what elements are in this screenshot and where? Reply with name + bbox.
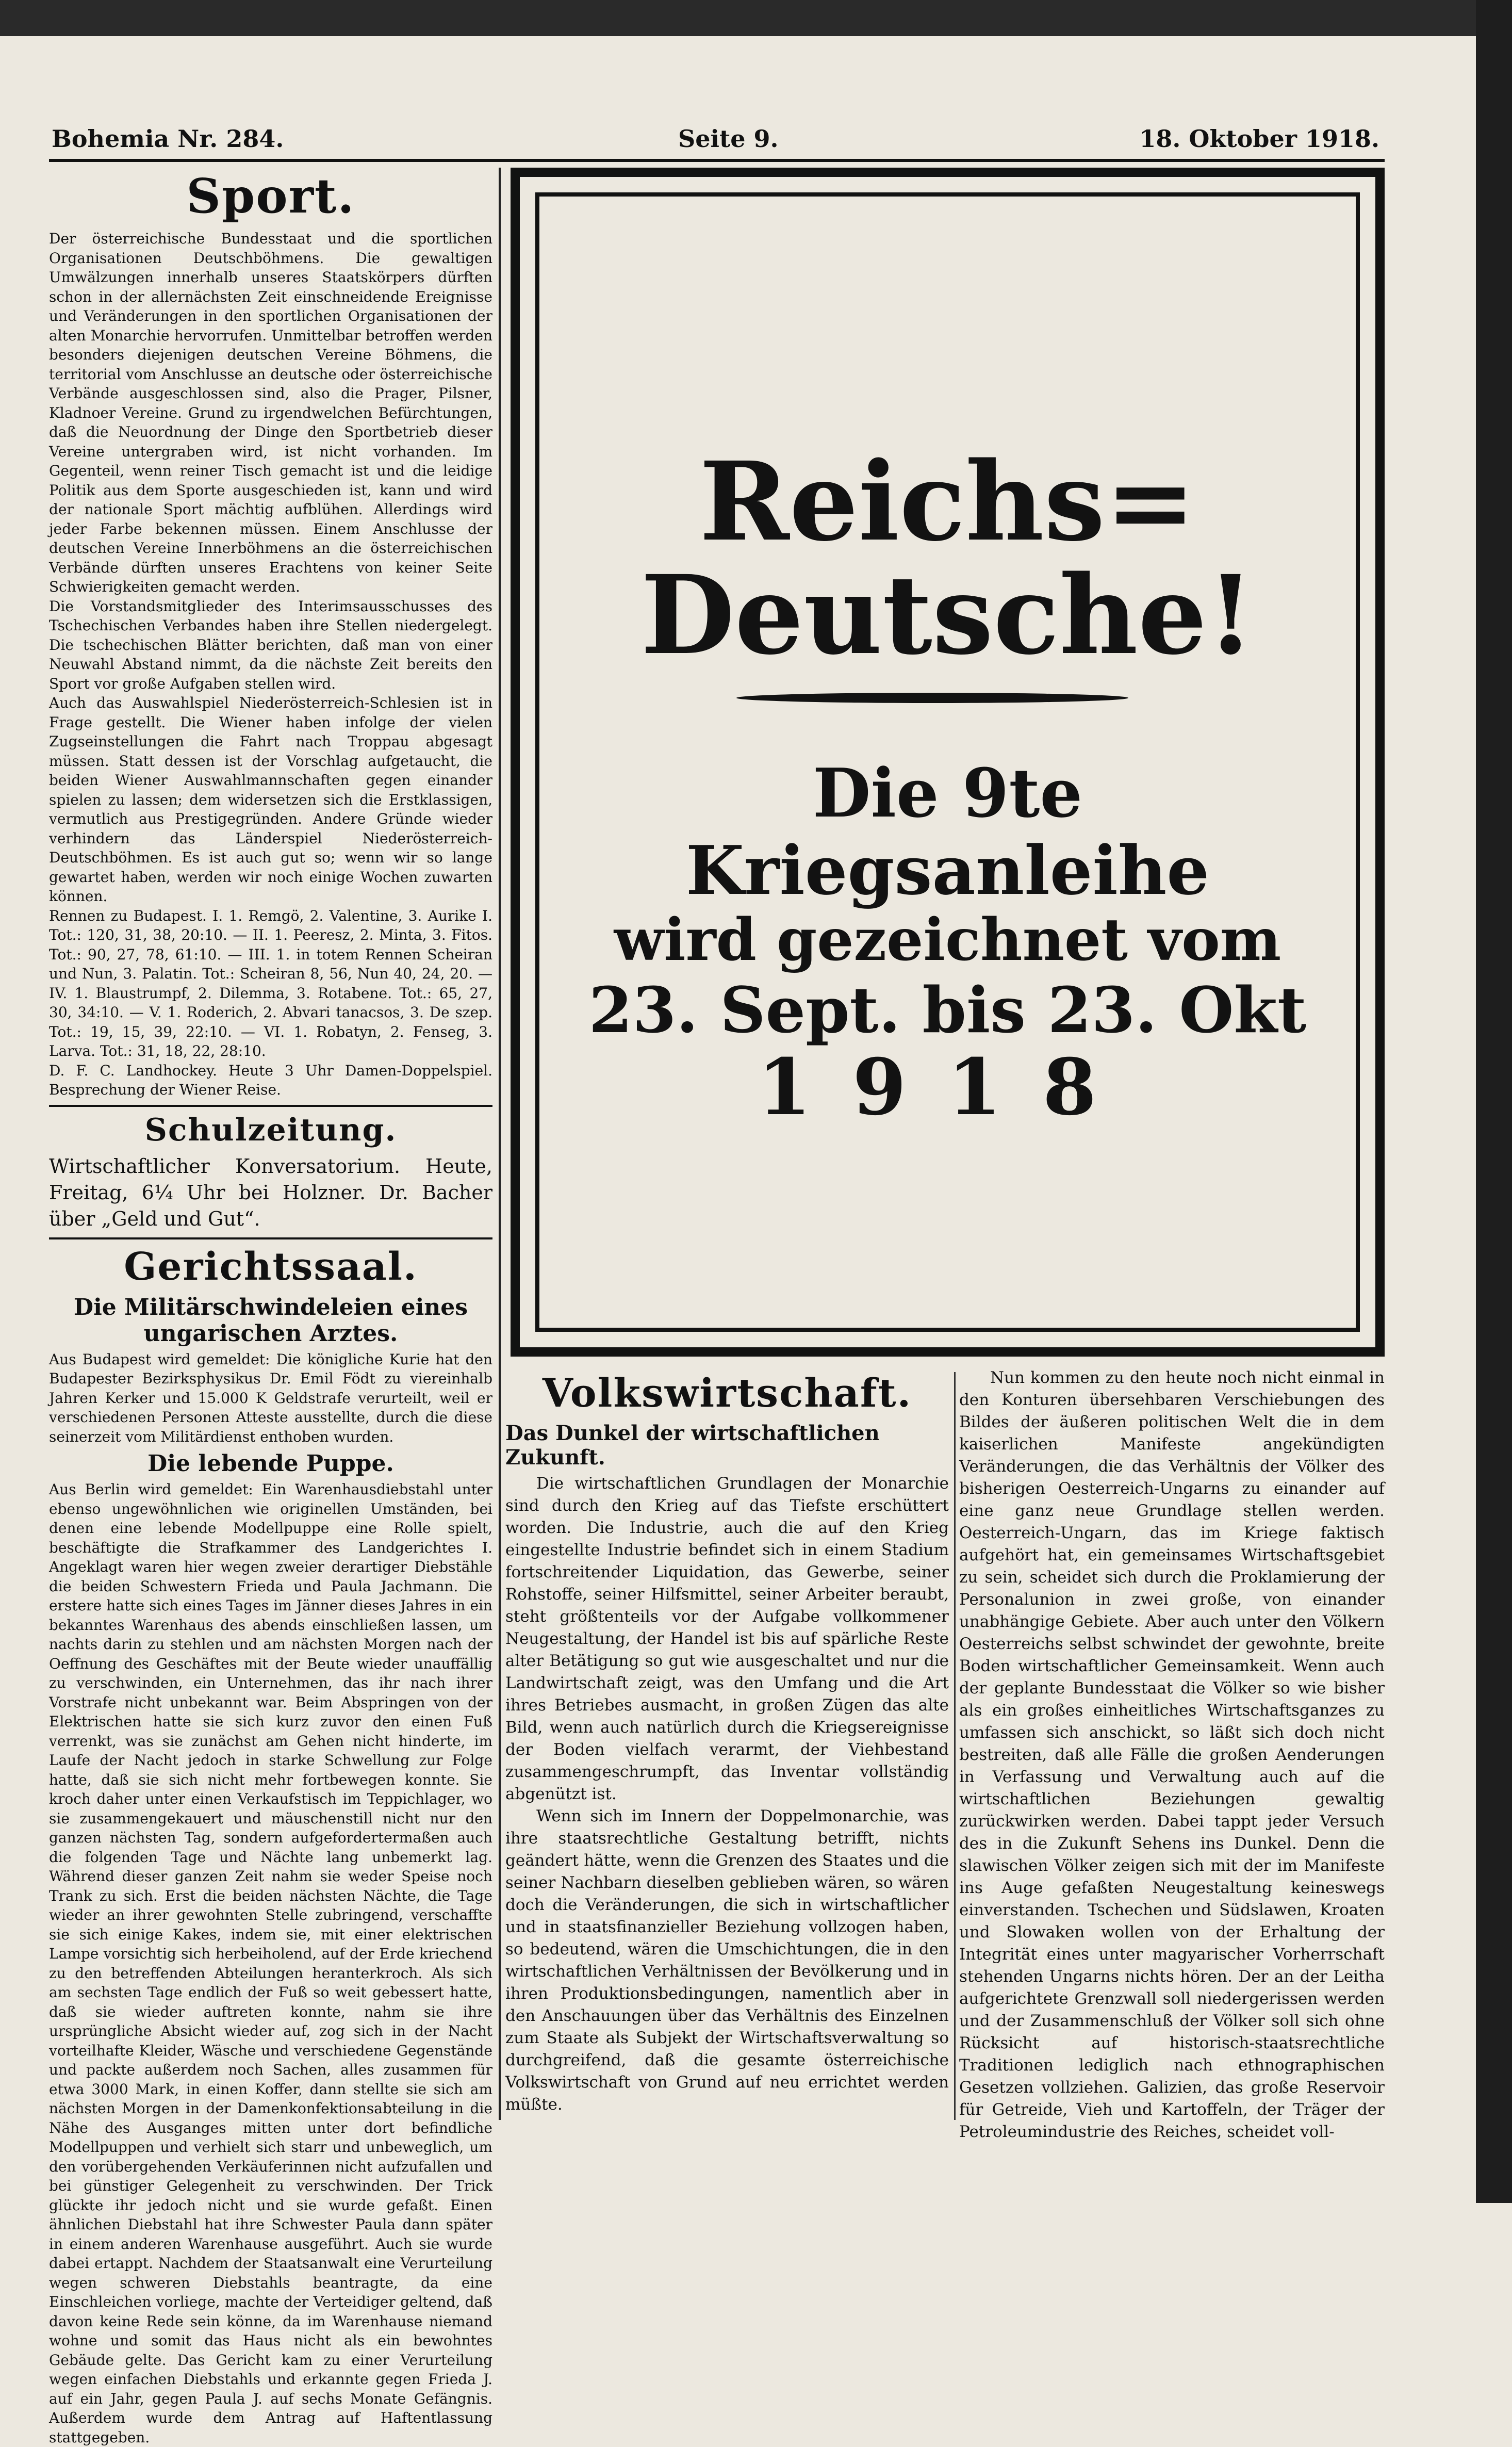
sport-paragraph: Rennen zu Budapest. I. 1. Remgö, 2. Valentine, 3. Aurike I. Tot.: 120, 31, 38, 20:10. — II. 1. Peeresz, 2. Minta, 3. Fitos. Tot.: 90, 27, 78, 61:10. — III. 1. in totem Rennen Scheiran und Nun, 3. Palatin. Tot.: Scheiran 8, 56, Nun 40, 24, 20. — IV. 1. Blaustrumpf, 2. Dilemma, 3. Rotabene. Tot.: 65, 27, 30, 34:10. — V. 1. Roderich, 2. Abvari tanacsos, 3. De szep. Tot.: 19, 15, 39, 22:10. — VI. 1. Robatyn, 2. Fenseg, 3. Larva. Tot.: 31, 18, 22, 28:10. <box>49 907 492 1059</box>
header-left: Bohemia Nr. 284. <box>52 125 284 153</box>
article-title-lebende-puppe: Die lebende Puppe. <box>147 1450 394 1477</box>
section-title-volkswirtschaft: Volkswirtschaft. <box>542 1370 912 1416</box>
sport-paragraph: Auch das Auswahlspiel Niederösterreich-Schlesien ist in Frage gestellt. Die Wiener haben infolge der vielen Zugseinstellungen die Fahrt nach Troppau abgesagt müssen. Statt dessen ist der Vorschlag aufgetaucht, die beiden Wiener Auswahlmannschaften gegen einander spielen zu lassen; dem widersetzen sich die Erstklassigen, vermutlich aus Prestigegründen. Andere Gründe wieder verhindern das Länderspiel Niederösterreich-Deutschböhmen. Es ist auch gut so; wenn wir so lange gewartet haben, werden wir noch einige Wochen zuwarten können. <box>49 694 492 905</box>
scan-edge-top <box>0 0 1512 36</box>
article-paragraph: Aus Berlin wird gemeldet: Ein Warenhausdiebstahl unter ebenso ungewöhnlichen wie originellen Umständen, bei denen eine lebende Modellpuppe eine Rolle spielt, beschäftigte die Strafkammer des Landgerichtes I. Angeklagt waren hier wegen zweier derartiger Diebstähle die beiden Schwestern Frieda und Paula Jachmann. Die erstere hatte sich eines Tages im Jänner dieses Jahres in ein bekanntes Warenhaus des abends einschließen lassen, um nachts darin zu stehlen und am nächsten Morgen nach der Oeffnung des Geschäftes mit der Beute wieder unauffällig zu verschwinden, ein Unternehmen, das ihr nach ihrer Vorstrafe nicht unbekannt war. Beim Abspringen von der Elektrischen hatte sie sich kurz zuvor den einen Fuß verrenkt, was sie zunächst am Gehen nicht hinderte, im Laufe der Nacht jedoch in starke Schwellung zur Folge hatte, daß sie sich nicht mehr fortbewegen konnte. Sie kroch daher unter einen Verkaufstisch im Teppichlager, wo sie zusammengekauert und mäuschenstill nicht nur den ganzen nächsten Tag, sondern aufgefordertermaßen auch die folgenden Tage und Nächte lang unbemerkt lag. Während dieser ganzen Zeit nahm sie weder Speise noch Trank zu sich. Erst die beiden nächsten Nächte, die Tage wieder an ihrer gewohnten Stelle zubringend, verschaffte sie sich einige Kakes, indem sie, mit einer elektrischen Lampe vorsichtig sich herbeiholend, auf der Erde kriechend zu den betreffenden Abteilungen heranterkroch. Als sich am sechsten Tage endlich der Fuß so weit gebessert hatte, daß sie wieder auftreten konnte, nahm sie ihre ursprüngliche Absicht wieder auf, zog sich in der Nacht vorteilhafte Kleider, Wäsche und verschiedene Gegenstände und packte außerdem noch Sachen, alles zusammen für etwa 3000 Mark, in einen Koffer, dann stellte sie sich am nächsten Morgen in der Damenkonfektionsabteilung in die Nähe des Ausganges mitten unter dort befindliche Modellpuppen und verhielt sich starr und unbeweglich, um den vorübergehenden Verkäuferinnen nicht aufzufallen und bei günstiger Gelegenheit zu verschwinden. Der Trick glückte ihr jedoch nicht und sie wurde gefaßt. Einen ähnlichen Diebstahl hat ihre Schwester Paula dann später in einem anderen Warenhause ausgeführt. Auch sie wurde dabei ertappt. Nachdem der Staatsanwalt eine Verurteilung wegen schweren Diebstahls beantragte, da eine Einschleichen vorliege, machte der Verteidiger geltend, daß davon keine Rede sein könne, da im Warenhause niemand wohne und somit das Haus nicht als ein bewohntes Gebäude gelte. Das Gericht kam zu einer Verurteilung wegen einfachen Diebstahls und erkannte gegen Frieda J. auf ein Jahr, gegen Paula J. auf sechs Monate Gefängnis. Außerdem wurde dem Antrag auf Haftentlassung stattgegeben. <box>49 1481 492 2446</box>
article-paragraph: Nun kommen zu den heute noch nicht einmal in den Konturen übersehbaren Verschiebungen des Bildes der äußeren politischen Welt die in dem kaiserlichen Manifeste angekündigten Veränderungen, die das Verhältnis der Völker des bisherigen Oesterreich-Ungarns zu einander auf eine ganz neue Grundlage stellen werden. Oesterreich-Ungarn, das im Kriege faktisch aufgehört hat, ein gemeinsames Wirtschaftsgebiet zu sein, scheidet sich durch die Proklamierung der Personalunion in zwei große, von einander unabhängige Gebiete. Aber auch unter den Völkern Oesterreichs selbst schwindet der gewohnte, breite Boden wirtschaftlicher Gemeinsamkeit. Wenn auch der geplante Bundesstaat die Völker so wie bisher als ein großes einheitliches Wirtschaftsganzes zu umfassen sich anschickt, so läßt sich doch nicht bestreiten, daß alle Fälle die großen Aenderungen in Verfassung und Verwaltung auch auf die wirtschaftlichen Beziehungen gewaltig zurückwirken werden. Dabei tappt jeder Versuch des in die Zukunft Sehens ins Dunkel. Denn die slawischen Völker zeigen sich mit der im Manifeste ins Auge gefaßten Neugestaltung keineswegs einverstanden. Tschechen und Südslawen, Kroaten und Slowaken wollen von der Erhaltung der Integrität eines unter magyarischer Vorherrschaft stehenden Ungarns nichts hören. Der an der Leitha aufgerichtete Grenzwall soll niedergerissen werden und der Zusammenschluß der Völker soll sich ohne Rücksicht auf historisch-staatsrechtliche Traditionen lediglich nach ethnographischen Gesetzen vollziehen. Galizien, das große Reservoir für Getreide, Vieh und Kartoffeln, der Träger der Petroleumindustrie des Reiches, scheidet voll- <box>959 1368 1385 2141</box>
page-header <box>49 119 1385 160</box>
sport-text <box>49 229 492 1100</box>
header-rule <box>49 159 1385 162</box>
sport-paragraph: Die Vorstandsmitglieder des Interimsausschusses des Tschechischen Verbandes haben ihre Stellen niedergelegt. Die tschechischen Blätter berichten, daß man von einer Neuwahl Abstand nimmt, da die nächste Zeit bereits den Sport vor große Aufgaben stellen wird. <box>49 597 492 692</box>
sport-paragraph: Der österreichische Bundesstaat und die sportlichen Organisationen Deutschböhmens. Die gewaltigen Umwälzungen innerhalb unseres Staatskörpers dürften schon in der allernächsten Zeit einschneidende Ereignisse und Veränderungen in den sportlichen Organisationen der alten Monarchie hervorrufen. Unmittelbar betroffen werden besonders diejenigen deutschen Vereine Böhmens, die territorial vom Anschlusse an deutsche oder österreichische Verbände ausgeschlossen sind, also die Prager, Pilsner, Kladnoer Vereine. Grund zu irgendwelchen Befürchtungen, daß die Neuordnung der Dinge den Sportbetrieb dieser Vereine untergraben wird, ist nicht vorhanden. Im Gegenteil, wenn reiner Tisch gemacht ist und die leidige Politik aus dem Sporte ausgeschieden ist, kann und wird der nationale Sport mächtig aufblühen. Allerdings wird jeder Farbe bekennen müssen. Einem Anschlusse der deutschen Vereine Innerböhmens an die österreichischen Verbände dürften unseres Erachtens von keiner Seite Schwierigkeiten gemacht werden. <box>49 230 492 595</box>
article-title-dunkel: Das Dunkel der wirtschaftlichen Zukunft. <box>505 1421 880 1470</box>
left-column <box>49 165 492 2446</box>
ad-headline-1: Reichs= <box>699 438 1196 565</box>
header-right: 18. Oktober 1918. <box>1139 125 1379 153</box>
ad-headline-2: Deutsche! <box>640 551 1255 679</box>
article-paragraph: Die wirtschaftlichen Grundlagen der Monarchie sind durch den Krieg auf das Tiefste erschüttert worden. Die Industrie, auch die auf den Krieg eingestellte Industrie befindet sich in einem Stadium fortschreitender Liquidation, das Gewerbe, seiner Rohstoffe, seiner Hilfsmittel, seiner Arbeiter beraubt, steht größtenteils vor der Aufgabe vollkommener Neugestaltung, der Handel ist bis auf spärliche Reste alter Betätigung so gut wie ausgeschaltet und nur die Landwirtschaft zeigt, was den Umfang und die Art ihres Betriebes ausmacht, in großen Zügen das alte Bild, wenn auch natürlich durch die Kriegsereignisse der Boden vielfach verarmt, der Viehbestand zusammengeschrumpft, das Inventar vollständig abgenützt ist. <box>505 1474 949 1803</box>
article-title-militaerschwindeleien: Die Militärschwindeleien eines ungarischen Arztes. <box>73 1294 468 1347</box>
column-separator <box>954 1372 956 2120</box>
middle-column <box>505 1367 949 2120</box>
schulzeitung-text <box>49 1153 492 1232</box>
ad-line-3: Die 9te <box>812 754 1083 833</box>
ad-line-6: 23. Sept. bis 23. Okt <box>588 973 1307 1047</box>
ad-divider-bar <box>736 693 1128 703</box>
divider <box>49 1237 492 1239</box>
scan-edge-right <box>1476 0 1512 2203</box>
header-center: Seite 9. <box>678 125 779 153</box>
right-column <box>959 1367 1385 2141</box>
section-title-gerichtssaal: Gerichtssaal. <box>124 1244 418 1289</box>
divider <box>49 1105 492 1107</box>
article-militaerschwindeleien <box>49 1350 492 1447</box>
section-title-sport: Sport. <box>186 168 355 224</box>
ad-line-4: Kriegsanleihe <box>685 831 1210 910</box>
article-paragraph: Wenn sich im Innern der Doppelmonarchie, was ihre staatsrechtliche Gestaltung betrifft, nichts geändert hätte, wenn die Grenzen des Staates und die seiner Nachbarn dieselben geblieben wären, so wären doch die Veränderungen, die sich in wirtschaftlicher und in staatsfinanzieller Beziehung vollzogen haben, so bedeutend, wären die Umschichtungen, die in den wirtschaftlichen Verhältnissen der Bevölkerung und in ihren Produktionsbedingungen, namentlich aber in den Anschauungen über das Verhältnis des Einzelnen zum Staate als Subjekt der Wirtschaftsverwaltung so durchgreifend, daß die gesamte österreichische Volkswirtschaft von Grund auf neu errichtet werden müßte. <box>505 1807 949 2114</box>
ad-year: 1918 <box>757 1042 1138 1133</box>
article-lebende-puppe <box>49 1480 492 2447</box>
column-separator <box>499 168 501 2120</box>
article-paragraph: Aus Budapest wird gemeldet: Die königliche Kurie hat den Budapester Bezirksphysikus Dr. Emil Födt zu viereinhalb Jahren Kerker und 15.000 K Geldstrafe verurteilt, weil er verschiedenen Personen Atteste ausstellte, durch die diese seinerzeit vom Militärdienst enthoben wurden. <box>49 1350 492 1445</box>
ad-line-5: wird gezeichnet vom <box>614 906 1281 974</box>
volkswirtschaft-continuation <box>959 1367 1385 2143</box>
sport-paragraph: D. F. C. Landhockey. Heute 3 Uhr Damen-Doppelspiel. Besprechung der Wiener Reise. <box>49 1062 492 1098</box>
schulzeitung-paragraph: Wirtschaftlicher Konversatorium. Heute, Freitag, 6¼ Uhr bei Holzner. Dr. Bacher über „Geld und Gut“. <box>49 1154 492 1230</box>
volkswirtschaft-text <box>505 1473 949 2116</box>
war-loan-advertisement <box>511 168 1385 1357</box>
section-title-schulzeitung: Schulzeitung. <box>144 1112 397 1148</box>
newspaper-page <box>49 119 1385 2446</box>
